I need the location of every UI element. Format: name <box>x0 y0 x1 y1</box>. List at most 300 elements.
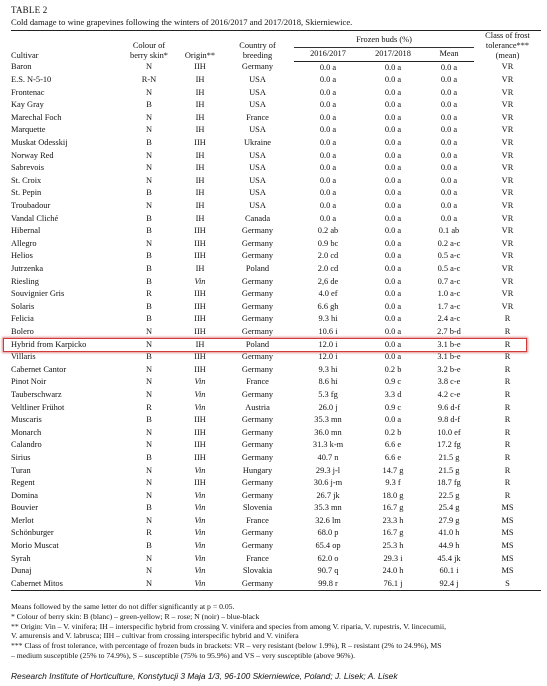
cell-cultivar: Regent <box>11 478 35 488</box>
header-class <box>474 31 541 62</box>
cell-cultivar: St. Croix <box>11 175 42 185</box>
header-class-line2: tolerance*** <box>485 41 530 50</box>
cell-origin: Vin <box>194 377 206 387</box>
header-class-line1: Class of frost <box>485 31 530 40</box>
table-row <box>11 364 541 377</box>
cell-cultivar: E.S. N-5-10 <box>11 75 52 85</box>
cell-origin: IIH <box>194 326 206 336</box>
cell-2017-2018: 14.7 g <box>382 465 404 475</box>
header-colour <box>119 31 179 62</box>
table-row <box>11 477 541 490</box>
cell-2017-2018: 0.0 a <box>384 238 402 248</box>
note-significance: Means followed by the same letter do not differ significantly at p = 0.05. <box>11 602 235 611</box>
cell-country: USA <box>249 100 266 110</box>
cell-2017-2018: 23.3 h <box>382 515 404 525</box>
header-row-1 <box>11 31 541 48</box>
cell-origin: IH <box>195 150 205 160</box>
table-row <box>11 238 541 251</box>
cell-cultivar: St. Pepin <box>11 188 42 198</box>
cell-class: VR <box>501 264 514 273</box>
cell-mean: 27.9 g <box>438 515 460 525</box>
cell-class: VR <box>501 289 514 299</box>
cell-colour: N <box>145 238 153 248</box>
cell-colour: N <box>145 465 153 475</box>
cell-cultivar: Veltliner Frühot <box>11 402 65 412</box>
cell-mean: 0.2 a-c <box>437 238 461 248</box>
cell-country: Slovenia <box>242 503 273 513</box>
cell-class: VR <box>501 62 514 72</box>
note-origin-1: ** Origin: Vin – V. vinifera; IH – interspecific hybrid from crossing V. vinifera and species from among V. riparia, V. rupestris, V. lincecumii, <box>11 621 447 631</box>
cell-origin: IH <box>195 75 205 85</box>
cell-2017-2018: 0.0 a <box>384 226 402 236</box>
cell-cultivar: Sirius <box>11 452 31 462</box>
cell-origin: IIH <box>194 415 206 425</box>
cell-class: VR <box>501 251 514 261</box>
cell-mean: 18.7 fg <box>437 478 461 488</box>
cell-country: Germany <box>241 427 274 437</box>
cell-class: R <box>504 377 511 387</box>
cell-class: VR <box>501 100 514 110</box>
cell-2017-2018: 76.1 j <box>362 578 424 591</box>
header-2016-2017: 2016/2017 <box>294 48 362 61</box>
frost-damage-table <box>11 30 541 591</box>
table-row <box>11 87 541 100</box>
cell-country: Germany <box>241 528 274 538</box>
source-credit: Research Institute of Horticulture, Konstytucji 3 Maja 1/3, 96-100 Skierniewice, Poland; J. Lisek; A. Lisek <box>11 671 398 681</box>
table-row <box>11 276 541 289</box>
cell-mean: 0.0 a <box>440 163 458 173</box>
cell-country: Poland <box>245 264 270 273</box>
cell-origin: IH <box>195 112 205 122</box>
cell-2017-2018: 0.0 a <box>384 175 402 185</box>
cell-2016-2017: 0.0 a <box>319 175 337 185</box>
cell-country: Slovakia <box>242 566 273 576</box>
table-row <box>11 112 541 125</box>
cell-country: Hungary <box>242 465 273 475</box>
cell-cultivar: Bolero <box>11 326 34 336</box>
cell-country: USA <box>249 188 266 198</box>
cell-colour: B <box>146 503 152 513</box>
cell-2017-2018: 16.7 g <box>382 503 404 513</box>
cell-cultivar: Frontenac <box>11 87 45 97</box>
cell-colour: N <box>145 87 153 97</box>
table-row <box>11 200 541 213</box>
cell-cultivar: Cabernet Mitos <box>11 578 119 591</box>
cell-cultivar: Merlot <box>11 515 34 525</box>
table-notes <box>11 602 543 661</box>
cell-origin: IIH <box>194 251 206 261</box>
table-row <box>11 376 541 389</box>
cell-2017-2018: 0.0 a <box>384 138 402 148</box>
cell-class: VR <box>501 301 514 311</box>
cell-2016-2017: 0.0 a <box>319 62 337 72</box>
table-body <box>11 61 541 591</box>
table-row <box>11 540 541 553</box>
cell-2016-2017: 0.0 a <box>319 87 337 97</box>
cell-class: R <box>504 415 511 425</box>
cell-country: Germany <box>241 352 274 362</box>
cell-origin: IH <box>195 100 205 110</box>
cell-origin: Vin <box>194 553 206 563</box>
cell-colour: B <box>146 314 152 324</box>
cell-country: USA <box>249 201 266 211</box>
cell-class: VR <box>501 112 514 122</box>
table-row <box>11 162 541 175</box>
cell-origin: IIH <box>194 289 206 299</box>
table-row <box>11 565 541 578</box>
table-row <box>11 389 541 402</box>
cell-country: USA <box>249 125 266 135</box>
cell-cultivar: Allegro <box>11 238 37 248</box>
cell-colour: N <box>145 326 153 336</box>
cell-mean: 3.1 b-e <box>437 339 461 349</box>
cell-mean: 0.5 a-c <box>437 264 461 273</box>
header-mean: Mean <box>424 48 474 61</box>
cell-colour: B <box>146 301 152 311</box>
cell-country: Germany <box>241 238 274 248</box>
cell-mean: 9.6 d-f <box>437 402 461 412</box>
cell-mean: 0.0 a <box>440 125 458 135</box>
cell-2017-2018: 0.0 a <box>384 415 402 425</box>
cell-class: MS <box>501 541 514 551</box>
cell-class: MS <box>501 503 514 513</box>
cell-colour: N <box>145 478 153 488</box>
cell-origin: IIH <box>194 226 206 236</box>
cell-2017-2018: 0.0 a <box>384 75 402 85</box>
table-row <box>11 61 541 74</box>
cell-country: France <box>246 377 269 387</box>
cell-class: VR <box>501 238 514 248</box>
cell-cultivar: Dunaj <box>11 566 32 576</box>
cell-class: R <box>504 402 511 412</box>
table-row <box>11 502 541 515</box>
header-colour-line2: berry skin* <box>130 51 168 60</box>
cell-class: VR <box>501 213 514 223</box>
table-label: TABLE 2 <box>11 5 48 15</box>
cell-mean: 22.5 g <box>438 490 460 500</box>
header-country-line2: breeding <box>242 51 273 60</box>
cell-origin: IH <box>195 175 205 185</box>
table-row <box>11 578 541 591</box>
cell-colour: N <box>145 566 153 576</box>
cell-country: USA <box>249 163 266 173</box>
cell-2016-2017: 35.3 mn <box>314 503 342 513</box>
cell-colour: N <box>145 490 153 500</box>
cell-mean: 3.1 b-e <box>437 352 461 362</box>
cell-colour: R-N <box>141 75 157 85</box>
cell-country: Germany <box>241 440 274 450</box>
cell-class: R <box>504 465 511 475</box>
cell-2017-2018: 0.2 b <box>384 364 402 374</box>
cell-origin: IH <box>195 188 205 198</box>
cell-country: France <box>246 515 269 525</box>
cell-2017-2018: 0.0 a <box>384 112 402 122</box>
cell-colour: N <box>145 112 153 122</box>
cell-cultivar: Troubadour <box>11 201 51 211</box>
cell-mean: 0.7 a-c <box>437 276 461 286</box>
header-class-line3: (mean) <box>495 51 520 60</box>
cell-mean: 0.0 a <box>440 138 458 148</box>
cell-colour: B <box>146 541 152 551</box>
cell-2016-2017: 9.3 hi <box>318 364 338 374</box>
cell-country: Germany <box>241 490 274 500</box>
cell-origin: Vin <box>179 578 221 591</box>
cell-mean: 1.7 a-c <box>437 301 461 311</box>
cell-2017-2018: 0.0 a <box>384 150 402 160</box>
cell-origin: Vin <box>194 465 206 475</box>
table-row <box>11 137 541 150</box>
cell-class: VR <box>501 188 514 198</box>
cell-colour: N <box>145 175 153 185</box>
cell-2016-2017: 0.0 a <box>319 138 337 148</box>
cell-origin: IIH <box>194 301 206 311</box>
cell-colour: B <box>146 276 152 286</box>
table-row <box>11 553 541 566</box>
cell-colour: B <box>146 138 152 148</box>
cell-origin: IIH <box>194 314 206 324</box>
cell-mean: 0.0 a <box>440 75 458 85</box>
table-row <box>11 527 541 540</box>
cell-2017-2018: 6.6 e <box>384 440 402 450</box>
cell-origin: IH <box>195 163 205 173</box>
table-row <box>11 150 541 163</box>
cell-origin: IIH <box>194 138 206 148</box>
cell-mean: 0.0 a <box>440 100 458 110</box>
cell-class: MS <box>501 566 514 576</box>
cell-country: Germany <box>241 276 274 286</box>
cell-cultivar: Schönburger <box>11 528 54 538</box>
cell-mean: 3.2 b-e <box>437 364 461 374</box>
cell-country: France <box>246 553 269 563</box>
table-row <box>11 99 541 112</box>
cell-colour: N <box>145 150 153 160</box>
cell-colour: R <box>146 289 152 299</box>
cell-2017-2018: 0.0 a <box>384 87 402 97</box>
cell-mean: 0.0 a <box>440 87 458 97</box>
cell-cultivar: Hibernal <box>11 226 41 236</box>
cell-2016-2017: 10.6 i <box>318 326 338 336</box>
table-row <box>11 213 541 226</box>
cell-2016-2017: 0.0 a <box>319 125 337 135</box>
cell-origin: IH <box>195 339 205 349</box>
cell-country: Ukraine <box>244 138 271 148</box>
cell-colour: N <box>145 201 153 211</box>
cell-class: VR <box>501 163 514 173</box>
cell-class: VR <box>501 75 514 85</box>
table-row <box>11 74 541 87</box>
cell-country: Germany <box>241 541 274 551</box>
cell-country: Germany <box>241 62 274 72</box>
cell-2016-2017: 99.8 r <box>294 578 362 591</box>
cell-origin: IIH <box>194 452 206 462</box>
cell-origin: IH <box>195 125 205 135</box>
cell-origin: IIH <box>194 352 206 362</box>
cell-2016-2017: 68.0 p <box>317 528 339 538</box>
cell-colour: B <box>146 188 152 198</box>
cell-country: USA <box>249 175 266 185</box>
table-row <box>11 351 541 364</box>
cell-2016-2017: 36.0 mn <box>314 427 342 437</box>
cell-cultivar: Bouvier <box>11 503 38 513</box>
cell-cultivar: Jutrzenka <box>11 264 44 273</box>
cell-country: Austria <box>245 402 270 412</box>
cell-mean: 45.4 jk <box>437 553 461 563</box>
cell-cultivar: Baron <box>11 62 32 72</box>
cell-cultivar: Muskat Odesskij <box>11 138 68 148</box>
header-2017-2018: 2017/2018 <box>362 48 424 61</box>
cell-class: VR <box>501 226 514 236</box>
cell-cultivar: Cabernet Cantor <box>11 364 67 374</box>
cell-2017-2018: 25.3 h <box>382 541 404 551</box>
cell-country: Germany <box>241 415 274 425</box>
cell-2017-2018: 9.3 f <box>385 478 401 488</box>
cell-cultivar: Syrah <box>11 553 31 563</box>
cell-colour: B <box>146 352 152 362</box>
cell-mean: 21.5 g <box>438 452 460 462</box>
cell-2016-2017: 9.3 hi <box>318 314 338 324</box>
cell-2017-2018: 0.0 a <box>384 339 402 349</box>
cell-2016-2017: 35.3 mn <box>314 415 342 425</box>
cell-colour: N <box>145 427 153 437</box>
cell-origin: IH <box>195 264 205 273</box>
cell-cultivar: Muscaris <box>11 415 42 425</box>
cell-2016-2017: 6.6 gh <box>317 301 339 311</box>
table-caption: Cold damage to wine grapevines following the winters of 2016/2017 and 2017/2018, Skierniewice. <box>11 17 353 27</box>
cell-colour: N <box>145 553 153 563</box>
cell-2016-2017: 31.3 k-m <box>312 440 344 450</box>
cell-colour: B <box>146 226 152 236</box>
cell-2017-2018: 18.0 g <box>382 490 404 500</box>
cell-mean: 2.4 a-c <box>437 314 461 324</box>
cell-2017-2018: 0.9 c <box>384 402 402 412</box>
cell-mean: 25.4 g <box>438 503 460 513</box>
cell-2017-2018: 0.0 a <box>384 125 402 135</box>
cell-origin: IIH <box>194 62 206 72</box>
cell-2017-2018: 24.0 h <box>382 566 404 576</box>
cell-mean: 0.0 a <box>440 150 458 160</box>
cell-2017-2018: 0.0 a <box>384 201 402 211</box>
cell-2016-2017: 12.0 i <box>318 339 338 349</box>
cell-country: Germany <box>241 478 274 488</box>
cell-class: R <box>504 440 511 450</box>
cell-2016-2017: 2.0 cd <box>317 251 339 261</box>
cell-2017-2018: 0.0 a <box>384 62 402 72</box>
cell-origin: Vin <box>194 515 206 525</box>
note-origin-2: V. amurensis and V. labrusca; IIH – cultivar from crossing interspecific hybrid and V. vinifera <box>11 631 299 641</box>
cell-cultivar: Morio Muscat <box>11 541 59 551</box>
cell-origin: Vin <box>194 389 206 399</box>
cell-origin: Vin <box>194 528 206 538</box>
cell-cultivar: Kay Gray <box>11 100 44 110</box>
cell-colour: B <box>146 251 152 261</box>
cell-colour: R <box>146 402 152 412</box>
cell-colour: B <box>146 415 152 425</box>
header-frozen-buds <box>294 31 474 48</box>
cell-mean: 3.8 c-e <box>437 377 461 387</box>
cell-colour: B <box>146 452 152 462</box>
table-row <box>11 187 541 200</box>
cell-mean: 2.7 b-d <box>437 326 461 336</box>
cell-country: Canada <box>244 213 271 223</box>
cell-class: MS <box>501 553 514 563</box>
table-row <box>11 490 541 503</box>
cell-colour: N <box>145 62 153 72</box>
cell-2016-2017: 0.0 a <box>319 75 337 85</box>
cell-class: VR <box>501 138 514 148</box>
cell-2016-2017: 0.0 a <box>319 100 337 110</box>
cell-2016-2017: 0.0 a <box>319 188 337 198</box>
cell-2016-2017: 32.6 lm <box>315 515 341 525</box>
cell-2017-2018: 29.3 i <box>383 553 403 563</box>
cell-colour: N <box>119 578 179 591</box>
cell-origin: IIH <box>194 440 206 450</box>
cell-colour: B <box>146 100 152 110</box>
cell-country: Germany <box>241 226 274 236</box>
cell-cultivar: Norway Red <box>11 150 54 160</box>
cell-2016-2017: 0.2 ab <box>317 226 339 236</box>
cell-colour: N <box>145 364 153 374</box>
cell-mean: 0.1 ab <box>438 226 460 236</box>
cell-2017-2018: 0.9 c <box>384 377 402 387</box>
cell-country: Germany <box>241 301 274 311</box>
table-row <box>11 263 541 276</box>
cell-2017-2018: 6.6 e <box>384 452 402 462</box>
cell-2017-2018: 0.0 a <box>384 163 402 173</box>
cell-colour: N <box>145 377 153 387</box>
cell-class: VR <box>501 150 514 160</box>
cell-cultivar: Pinot Noir <box>11 377 47 387</box>
cell-origin: Vin <box>194 541 206 551</box>
cell-class: R <box>504 478 511 488</box>
cell-class: R <box>504 389 511 399</box>
note-colour: * Colour of berry skin: B (blanc) – green-yellow; R – rose; N (noir) – blue-black <box>11 611 260 621</box>
table-row <box>11 465 541 478</box>
cell-class: MS <box>501 515 514 525</box>
cell-colour: N <box>145 163 153 173</box>
cell-origin: IIH <box>194 364 206 374</box>
table-row <box>11 452 541 465</box>
cell-mean: 0.0 a <box>440 62 458 72</box>
cell-2016-2017: 65.4 op <box>315 541 341 551</box>
cell-class: VR <box>501 125 514 135</box>
cell-mean: 4.2 c-e <box>437 389 461 399</box>
cell-cultivar: Hybrid from Karpicko <box>11 339 87 349</box>
cell-2016-2017: 4.0 ef <box>318 289 338 299</box>
table-row <box>11 313 541 326</box>
cell-mean: 60.1 i <box>439 566 459 576</box>
highlight-box <box>3 338 527 353</box>
header-country-line1: Country of <box>239 41 276 50</box>
cell-mean: 10.0 ef <box>437 427 461 437</box>
cell-origin: IIH <box>194 238 206 248</box>
cell-mean: 0.0 a <box>440 201 458 211</box>
cell-2017-2018: 0.0 a <box>384 314 402 324</box>
cell-2016-2017: 62.0 o <box>317 553 339 563</box>
cell-cultivar: Tauberschwarz <box>11 389 62 399</box>
cell-2017-2018: 0.0 a <box>384 289 402 299</box>
cell-country: USA <box>249 75 266 85</box>
cell-class: MS <box>501 528 514 538</box>
table-row <box>11 175 541 188</box>
cell-origin: IH <box>195 213 205 223</box>
cell-2017-2018: 3.3 d <box>384 389 402 399</box>
cell-cultivar: Calandro <box>11 440 42 450</box>
cell-2016-2017: 0.0 a <box>319 112 337 122</box>
cell-cultivar: Vandal Cliché <box>11 213 59 223</box>
cell-2016-2017: 0.9 bc <box>317 238 339 248</box>
cell-origin: IH <box>195 201 205 211</box>
cell-cultivar: Helios <box>11 251 33 261</box>
